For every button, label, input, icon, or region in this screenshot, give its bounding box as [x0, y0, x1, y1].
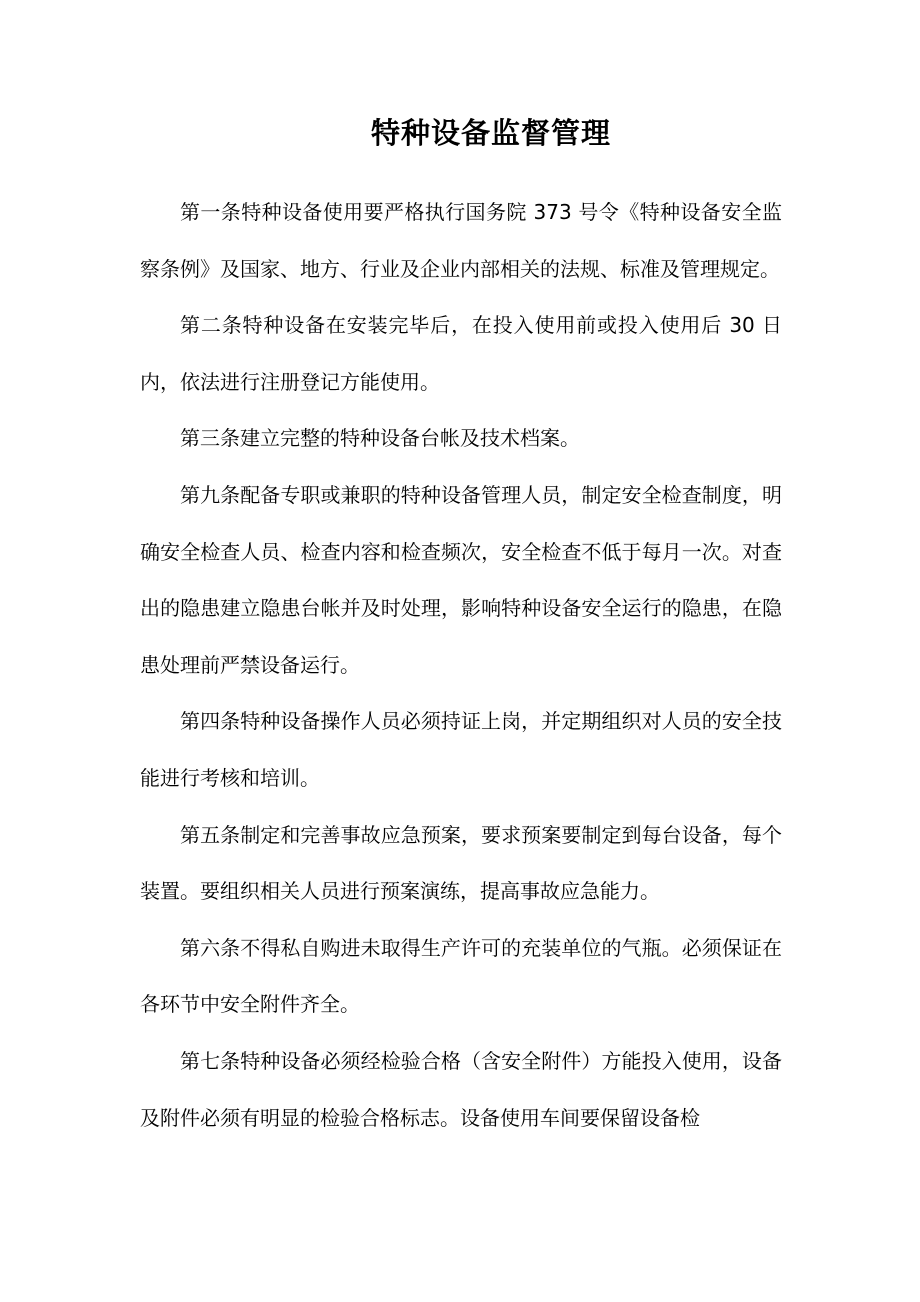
document-body — [140, 184, 782, 1146]
paragraph-article-9: 第九条配备专职或兼职的特种设备管理人员，制定安全检查制度，明确安全检查人员、检查内容和检查频次，安全检查不低于每月一次。对查出的隐患建立隐患台帐并及时处理，影响特种设备安全运行的隐患，在隐患处理前严禁设备运行。 — [140, 482, 782, 677]
paragraph-article-2: 第二条特种设备在安装完毕后，在投入使用前或投入使用后 30 日内，依法进行注册登记方能使用。 — [140, 313, 782, 394]
paragraph-article-1: 第一条特种设备使用要严格执行国务院 373 号令《特种设备安全监察条例》及国家、地方、行业及企业内部相关的法规、标准及管理规定。 — [140, 200, 782, 281]
paragraph-article-4: 第四条特种设备操作人员必须持证上岗，并定期组织对人员的安全技能进行考核和培训。 — [140, 709, 782, 790]
document-title: 特种设备监督管理 — [370, 116, 611, 150]
paragraph-article-3: 第三条建立完整的特种设备台帐及技术档案。 — [180, 426, 580, 451]
paragraph-article-6: 第六条不得私自购进未取得生产许可的充装单位的气瓶。必须保证在各环节中安全附件齐全。 — [140, 935, 782, 1017]
paragraph-article-7: 第七条特种设备必须经检验合格（含安全附件）方能投入使用，设备及附件必须有明显的检验合格标志。设备使用车间要保留设备检 — [140, 1048, 782, 1130]
paragraph-article-5: 第五条制定和完善事故应急预案，要求预案要制定到每台设备，每个装置。要组织相关人员进行预案演练，提高事故应急能力。 — [140, 822, 782, 904]
